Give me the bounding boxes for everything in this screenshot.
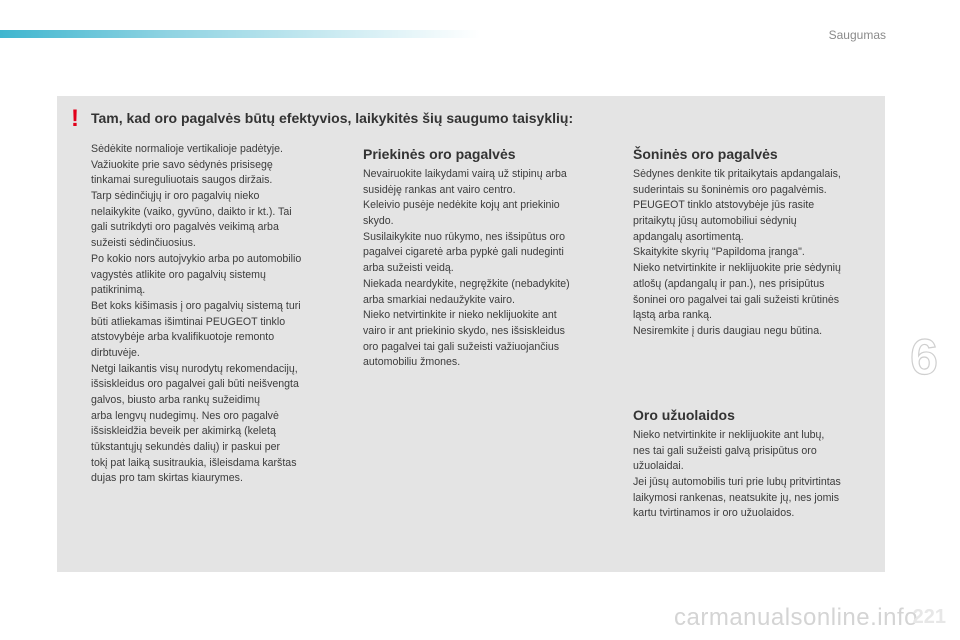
text-line: automobiliu žmones. <box>363 356 461 369</box>
text-line: nes tai gali sužeisti galvą prisipūtus oro <box>633 444 817 457</box>
text-line: arba sužeisti veidą. <box>363 262 454 275</box>
text-line: sužeisti sėdinčiuosius. <box>91 237 196 250</box>
text-line: nelaikykite (vaiko, gyvūno, daikto ir kt.). Tai <box>91 205 292 218</box>
text-line: oro pagalvei tai gali sužeisti važiuojančius <box>363 340 560 353</box>
text-line: skydo. <box>363 215 394 228</box>
text-line: tokį pat laiką susitraukia, išleisdama karštas <box>91 456 297 469</box>
text-line: susidėję rankas ant vairo centro. <box>363 183 516 196</box>
text-line: arba lengvų nudegimų. Nes oro pagalvė <box>91 409 279 422</box>
chapter-tab <box>896 320 960 390</box>
text-line: Važiuokite prie savo sėdynės prisisegę <box>91 158 273 171</box>
text-line: Sėdynes denkite tik pritaikytais apdangalais, <box>633 168 841 180</box>
text-line: išsiskleidus oro pagalvei gali būti neišvengta <box>91 378 299 391</box>
text-line: suderintais su šoninėmis oro pagalvėmis. <box>633 183 827 196</box>
text-line: Sėdėkite normalioje vertikalioje padėtyje. <box>91 143 283 155</box>
header-accent-bar <box>0 30 480 38</box>
text-line: tūkstantųjų sekundės dalių) ir paskui per <box>91 441 281 454</box>
text-line: šoninei oro pagalvei tai gali sužeisti krūtinės <box>633 293 840 306</box>
text-line: gali sutrikdyti oro pagalvės veikimą arba <box>91 221 279 234</box>
text-line: ląstą arba ranką. <box>633 309 712 322</box>
text-line: Netgi laikantis visų nurodytų rekomendacijų, <box>91 362 298 375</box>
text-line: Nesiremkite į duris daugiau negu būtina. <box>633 324 823 337</box>
side-airbags-text <box>633 167 841 340</box>
text-line: dujas pro tam skirtas kiaurymes. <box>91 472 243 485</box>
side-airbags-heading: Šoninės oro pagalvės <box>633 146 778 162</box>
chapter-number: 6 <box>910 329 938 385</box>
text-line: Niekada neardykite, negręžkite (nebadykite) <box>363 277 570 290</box>
text-line: Nieko netvirtinkite ir nieko neklijuokite ant <box>363 309 557 322</box>
text-line: apdangalų asortimentą. <box>633 230 744 243</box>
text-line: patikrinimą. <box>91 284 146 297</box>
text-line: išsiskleidžia beveik per akimirką (keletą <box>91 425 276 438</box>
text-line: Keleivio pusėje nedėkite kojų ant priekinio <box>363 199 560 212</box>
text-line: arba smarkiai nedaužykite vairo. <box>363 293 515 306</box>
text-line: PEUGEOT tinklo atstovybėje jūs rasite <box>633 199 815 212</box>
front-airbags-heading: Priekinės oro pagalvės <box>363 146 516 162</box>
text-line: pritaikytų jūsų automobiliui sėdynių <box>633 215 797 228</box>
text-line: būti atliekamas išimtinai PEUGEOT tinklo <box>91 315 286 328</box>
text-line: laikymosi rankenas, neatsukite jų, nes jomis <box>633 491 840 504</box>
watermark: carmanualsonline.info <box>674 604 918 631</box>
curtain-airbags-heading: Oro užuolaidos <box>633 407 735 423</box>
text-line: Jei jūsų automobilis turi prie lubų pritvirtintas <box>633 476 841 489</box>
text-line: Tarp sėdinčiųjų ir oro pagalvių nieko <box>91 190 260 203</box>
curtain-airbags-text <box>633 428 841 522</box>
general-rules-text <box>91 142 301 487</box>
text-line: Po kokio nors autojvykio arba po automobilio <box>91 252 302 265</box>
text-line: Susilaikykite nuo rūkymo, nes išsipūtus oro <box>363 230 565 243</box>
text-line: Nieko netvirtinkite ir neklijuokite prie sėdynių <box>633 262 841 275</box>
front-airbags-text <box>363 167 570 371</box>
text-line: Nieko netvirtinkite ir neklijuokite ant lubų, <box>633 429 825 441</box>
text-line: Bet koks kišimasis į oro pagalvių sistemą turi <box>91 299 301 312</box>
text-line: atstovybėje arba kvalifikuotoje remonto <box>91 331 275 344</box>
text-line: tinkamai sureguliuotais saugos diržais. <box>91 174 273 187</box>
text-line: pagalvei cigaretė arba pypkė gali nudeginti <box>363 246 564 259</box>
text-line: galvos, biusto arba rankų sužeidimų <box>91 394 261 406</box>
text-line: kartu tvirtinamos ir oro užuolaidos. <box>633 507 795 520</box>
text-line: vairo ir ant priekinio skydo, nes išsiskleidus <box>363 324 565 337</box>
section-title: Saugumas <box>828 28 886 42</box>
text-line: užuolaidai. <box>633 460 684 473</box>
exclamation-icon: ! <box>71 105 79 132</box>
panel-title: Tam, kad oro pagalvės būtų efektyvios, laikykitės šių saugumo taisyklių: <box>91 110 574 126</box>
text-line: atlošų (apdangalų ir pan.), nes prisipūtus <box>633 277 825 290</box>
page-number: 221 <box>912 606 946 628</box>
text-line: Nevairuokite laikydami vairą už stipinų arba <box>363 168 567 180</box>
text-line: dirbtuvėje. <box>91 346 140 359</box>
text-line: vagystės atlikite oro pagalvių sistemų <box>91 268 266 281</box>
text-line: Skaitykite skyrių "Papildoma įranga". <box>633 246 805 259</box>
